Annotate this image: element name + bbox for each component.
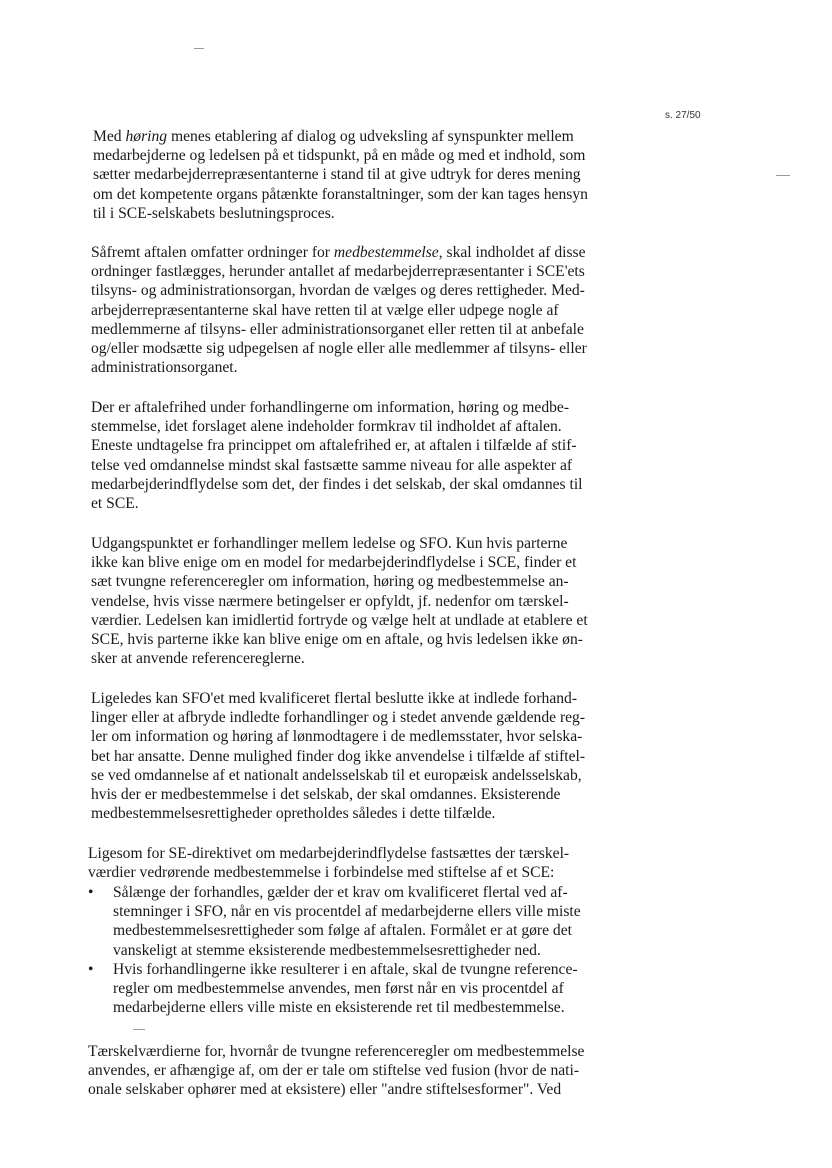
text-line: medarbejderne ellers ville miste en eksisterende ret til medbestemmelse. bbox=[113, 999, 565, 1017]
text-line: Ligesom for SE-direktivet om medarbejderindflydelse fastsættes der tærskel- bbox=[88, 845, 570, 862]
text-line: værdier vedrørende medbestemmelse i forbindelse med stiftelse af et SCE: bbox=[88, 864, 555, 882]
text-line bbox=[91, 243, 587, 262]
text-line: administrationsorganet. bbox=[91, 359, 238, 377]
text-line: til i SCE-selskabets beslutningsproces. bbox=[93, 204, 335, 222]
text-run: Såfremt aftalen omfatter ordninger for bbox=[91, 244, 334, 261]
text-line: medarbejderindflydelse som det, der findes i det selskab, der skal omdannes til bbox=[91, 475, 583, 493]
list-item bbox=[88, 960, 581, 1018]
text-line: ordninger fastlægges, herunder antallet af medarbejderrepræsentanter i SCE'ets bbox=[91, 263, 585, 281]
paragraph-taerskelvaerdier bbox=[88, 1042, 584, 1100]
text-line: sæt tvungne referenceregler om information, høring og medbestemmelse an- bbox=[91, 573, 569, 591]
paragraph-udgangspunkt bbox=[91, 534, 588, 668]
text-run: , skal indholdet af disse bbox=[438, 244, 586, 261]
text-line: Sålænge der forhandles, gælder der et krav om kvalificeret flertal ved af- bbox=[113, 884, 568, 901]
text-line: stemmelse, idet forslaget alene indeholder formkrav til indholdet af aftalen. bbox=[91, 418, 562, 436]
scan-mark bbox=[194, 48, 204, 49]
text-run: menes etablering af dialog og udveksling af synspunkter mellem bbox=[167, 128, 574, 145]
text-line: bet har ansatte. Denne mulighed finder dog ikke anvendelse i tilfælde af stiftel- bbox=[91, 747, 586, 765]
text-line: ikke kan blive enige om en model for medarbejderindflydelse i SCE, finder et bbox=[91, 554, 577, 572]
text-line: anvendes, er afhængige af, om der er tale om stiftelse ved fusion (hvor de nati- bbox=[88, 1062, 580, 1080]
text-line: vanskeligt at stemme eksisterende medbestemmelsesrettigheder ned. bbox=[113, 941, 541, 959]
text-line: Der er aftalefrihed under forhandlingerne om information, høring og medbe- bbox=[91, 399, 570, 416]
text-line: medarbejderne og ledelsen på et tidspunkt, på en måde og med et indhold, som bbox=[93, 147, 586, 165]
text-line: og/eller modsætte sig udpegelsen af nogle eller alle medlemmer af tilsyns- eller bbox=[91, 340, 587, 358]
scan-mark bbox=[776, 175, 790, 176]
bullet-icon: • bbox=[88, 884, 94, 901]
text-line: regler om medbestemmelse anvendes, men først når en vis procentdel af bbox=[113, 980, 564, 998]
paragraph-medbestemmelse bbox=[91, 243, 587, 377]
text-line: arbejderrepræsentanterne skal have retten til at vælge eller udpege nogle af bbox=[91, 301, 559, 319]
text-line: tilsyns- og administrationsorgan, hvordan de vælges og deres rettigheder. Med- bbox=[91, 282, 585, 300]
text-line: hvis der er medbestemmelse i det selskab, der skal omdannes. Eksisterende bbox=[91, 786, 561, 804]
text-line: værdier. Ledelsen kan imidlertid fortryde og vælge helt at undlade at etablere et bbox=[91, 611, 588, 629]
defined-term: medbestemmelse bbox=[333, 244, 439, 261]
text-line: Eneste undtagelse fra princippet om aftalefrihed er, at aftalen i tilfælde af stif- bbox=[91, 437, 577, 455]
text-line bbox=[93, 127, 588, 146]
text-line: sætter medarbejderrepræsentanterne i stand til at give udtryk for deres mening bbox=[93, 166, 581, 184]
scan-mark bbox=[133, 1029, 145, 1030]
text-line: sker at anvende referencereglerne. bbox=[91, 650, 305, 668]
text-line: Hvis forhandlingerne ikke resulterer i en aftale, skal de tvungne reference- bbox=[113, 960, 578, 978]
text-line: telse ved omdannelse mindst skal fastsætte samme niveau for alle aspekter af bbox=[91, 456, 573, 474]
text-line: Ligeledes kan SFO'et med kvalificeret flertal beslutte ikke at indlede forhand- bbox=[91, 690, 578, 707]
text-line: medbestemmelsesrettigheder som følge af aftalen. Formålet er at gøre det bbox=[113, 922, 572, 940]
text-line: medbestemmelsesrettigheder opretholdes således i dette tilfælde. bbox=[91, 805, 496, 823]
page-number: s. 27/50 bbox=[665, 110, 701, 121]
paragraph-sfo bbox=[91, 689, 585, 823]
bullet-list bbox=[88, 883, 581, 1017]
bullet-icon: • bbox=[88, 960, 94, 978]
paragraph-aftalefrihed bbox=[91, 398, 583, 513]
text-line: om det kompetente organs påtænkte foranstaltninger, som der kan tages hensyn bbox=[93, 185, 588, 203]
text-line: Tærskelværdierne for, hvornår de tvungne referenceregler om medbestemmelse bbox=[88, 1043, 585, 1060]
text-line: se ved omdannelse af et nationalt andelsselskab til et europæisk andelsselskab, bbox=[91, 766, 582, 784]
text-line: onale selskaber ophører med at eksistere) eller "andre stiftelsesformer". Ved bbox=[88, 1081, 562, 1099]
text-line: vendelse, hvis visse nærmere betingelser er opfyldt, jf. nedenfor om tærskel- bbox=[91, 592, 569, 610]
list-item bbox=[88, 883, 581, 960]
paragraph-hoering bbox=[93, 127, 588, 223]
text-run: Med bbox=[93, 128, 126, 145]
text-line: Udgangspunktet er forhandlinger mellem ledelse og SFO. Kun hvis parterne bbox=[91, 535, 568, 552]
text-line: ler om information og høring af lønmodtagere i de medlemsstater, hvor selska- bbox=[91, 728, 583, 746]
text-line: et SCE. bbox=[91, 495, 139, 513]
text-line: linger eller at afbryde indledte forhandlinger og i stedet anvende gældende reg- bbox=[91, 709, 586, 727]
defined-term: høring bbox=[125, 128, 168, 145]
text-line: medlemmerne af tilsyns- eller administrationsorganet eller retten til at anbefale bbox=[91, 320, 584, 338]
text-line: stemninger i SFO, når en vis procentdel af medarbejderne ellers ville miste bbox=[113, 903, 581, 921]
text-line: SCE, hvis parterne ikke kan blive enige om en aftale, og hvis ledelsen ikke øn- bbox=[91, 631, 583, 649]
paragraph-taerskelvaerdier-intro bbox=[88, 844, 569, 882]
